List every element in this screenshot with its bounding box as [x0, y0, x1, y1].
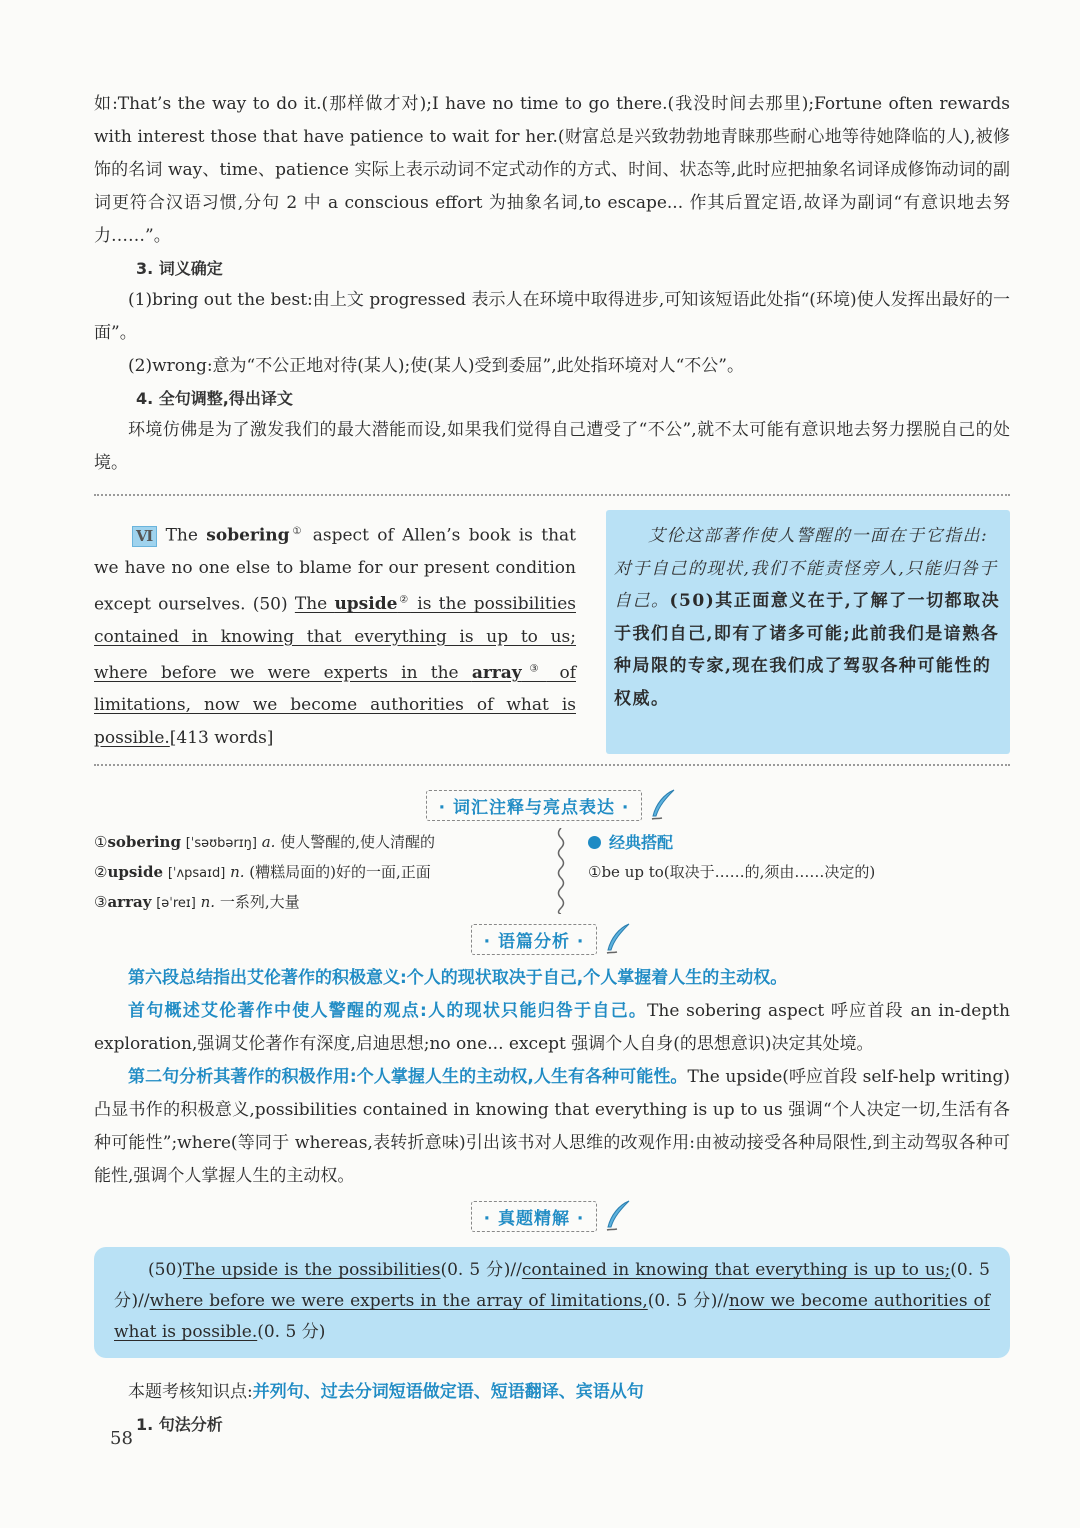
intro-paragraph: 如:That’s the way to do it.(那样做才对);I have no time to go there.(我没时间去那里);Fortune often rewards with interest those that have patience to wait for her.(财富总是兴致勃勃地青睐那些耐心地等待她降临的人),被修饰的名词 way、time、patience 实际上表示动词不定式动作的方式、时间、状态等,此时应把抽象名词译成修饰动词的副词更符合汉语习惯,分句 2 中 a conscious effort 为抽象名词,to escape... 作其后置定语,故译为副词“有意识地去努力……”。: [94, 94, 1010, 246]
vocab-item-sobering: ①sobering [ˈsəʊbərɪŋ] a. 使人警醒的,使人清醒的: [94, 833, 435, 852]
section-answer-title: [94, 1199, 1010, 1233]
wavy-divider: [544, 828, 578, 918]
word-upside: upside: [334, 594, 398, 615]
sentence-50: The upside② is the possibilities contained in knowing that everything is up to us; where before we were experts in the array③ of limitations, now we become authorities of what is possible.: [94, 594, 576, 748]
collocation-section: [578, 828, 1010, 918]
analysis-summary: 第六段总结指出艾伦著作的积极意义:个人的现状取决于自己,个人掌握着人生的主动权。: [128, 968, 788, 989]
collocation-item: ①be up to(取决于……的,须由……决定的): [588, 863, 876, 882]
page-number: 58: [110, 1428, 133, 1449]
vocab-item-upside: ②upside [ˈʌpsaɪd] n. (糟糕局面的)好的一面,正面: [94, 863, 431, 882]
section-vocab-title: [94, 788, 1010, 822]
translation-part1: 艾伦这部著作使人警醒的一面在于它指出:对于自己的现状,我们不能责怪旁人,只能归咎于自己。: [614, 526, 998, 611]
translation-part2: (50)其正面意义在于,了解了一切都取决于我们自己,即有了诸多可能;此前我们是谙熟各种局限的专家,现在我们成了驾驭各种可能性的权威。: [614, 591, 1001, 709]
word-sobering: sobering: [206, 525, 290, 546]
vocab-list: [94, 828, 544, 918]
knowledge-points: 本题考核知识点:并列句、过去分词短语做定语、短语翻译、宾语从句: [128, 1382, 644, 1403]
passage-chinese: [606, 510, 1010, 754]
quill-pen-icon: [601, 922, 633, 956]
vocab-item-array: ③array [əˈreɪ] n. 一系列,大量: [94, 893, 300, 912]
passage-block: [94, 510, 1010, 754]
vocab-section: [94, 828, 1010, 918]
answer-segment-3: where before we were experts in the array of limitations,: [149, 1291, 648, 1312]
passage-english: Ⅵ The sobering① aspect of Allen’s book is that we have no one else to blame for our present condition except ourselves. (50) The upside② is the possibilities contained in knowing that everything is up to us; where before we were experts in the array③ of limitations, now we become authorities of what is possible.[413 words]: [94, 525, 576, 748]
heading-adjust: 4. 全句调整,得出译文: [136, 389, 293, 408]
vocab-title-label: · 词汇注释与亮点表达 ·: [426, 790, 643, 821]
analysis-title-label: · 语篇分析 ·: [471, 924, 598, 955]
bullet-dot-icon: [588, 836, 601, 849]
translation-result: 环境仿佛是为了激发我们的最大潜能而设,如果我们觉得自己遭受了“不公”,就不太可能有意识地去努力摆脱自己的处境。: [94, 420, 1010, 473]
answer-title-label: · 真题精解 ·: [471, 1201, 598, 1232]
divider-top: [94, 494, 1010, 496]
wavy-line-icon: [555, 828, 567, 914]
quill-pen-icon: [601, 1199, 633, 1233]
heading-word-meaning: 3. 词义确定: [136, 259, 223, 278]
answer-segment-2: contained in knowing that everything is up to us;: [521, 1260, 951, 1281]
heading-syntax: 1. 句法分析: [136, 1415, 223, 1435]
meaning-bring-out: (1)bring out the best:由上文 progressed 表示人在环境中取得进步,可知该短语此处指“(环境)使人发挥出最好的一面”。: [94, 290, 1010, 343]
page-content: [94, 88, 1010, 1440]
meaning-wrong: (2)wrong:意为“不公正地对待(某人);使(某人)受到委屈”,此处指环境对人“不公”。: [128, 356, 744, 376]
answer-segment-4: now we become authorities of what is possible.: [114, 1291, 990, 1343]
answer-box: (50)The upside is the possibilities(0. 5 分)//contained in knowing that everything is up to us;(0. 5 分)//where before we were experts in the array of limitations,(0. 5 分)//now we become authorities of what is possible.(0. 5 分): [94, 1247, 1010, 1358]
quill-pen-icon: [646, 788, 678, 822]
analysis-sentence-1: 首句概述艾伦著作中使人警醒的观点:人的现状只能归咎于自己。The sobering aspect 呼应首段 an in-depth exploration,强调艾伦著作有深度,启迪思想;no one... except 强调个人自身(的思想意识)决定其处境。: [94, 1001, 1010, 1055]
divider-bottom: [94, 764, 1010, 766]
paragraph-marker: Ⅵ: [132, 526, 157, 547]
word-array: array: [471, 662, 522, 683]
analysis-section: [94, 962, 1010, 1193]
section-analysis-title: [94, 922, 1010, 956]
analysis-sentence-2: 第二句分析其著作的积极作用:个人掌握人生的主动权,人生有各种可能性。The upside(呼应首段 self-help writing)凸显书作的积极意义,possibilities contained in knowing that everything is up to us 强调“个人决定一切,生活有各种可能性”;where(等同于 whereas,表转折意味)引出该书对人思维的改观作用:由被动接受各种局限性,到主动驾驭各种可能性,强调个人掌握人生的主动权。: [94, 1067, 1010, 1187]
answer-segment-1: The upside is the possibilities: [182, 1260, 441, 1281]
word-count: [413 words]: [169, 727, 274, 748]
collocation-title: 经典搭配: [609, 833, 674, 853]
